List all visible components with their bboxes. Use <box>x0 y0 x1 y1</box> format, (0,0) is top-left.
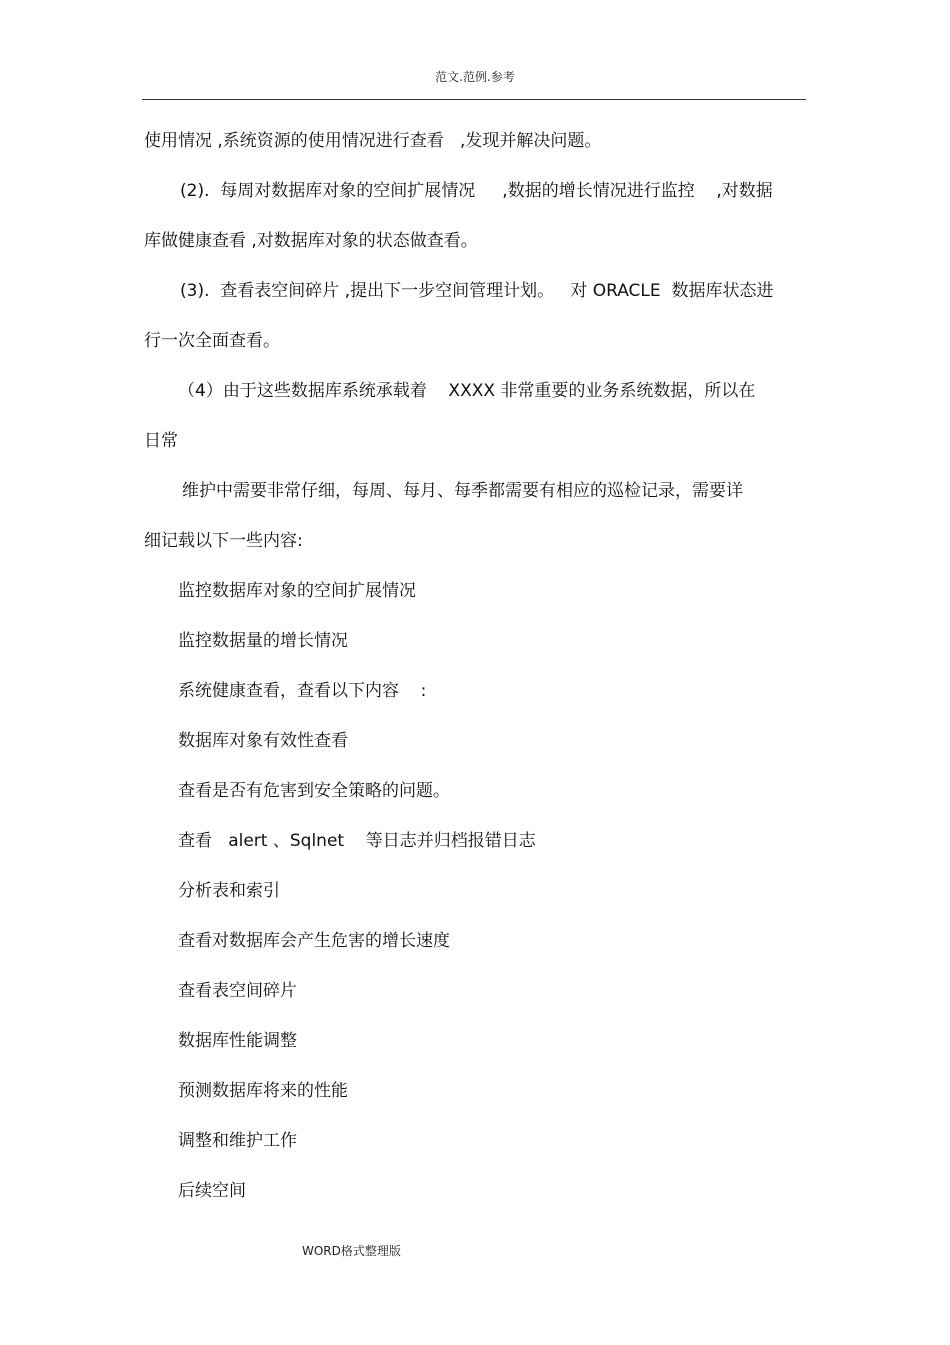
paragraph-line: 行一次全面查看。 <box>144 331 280 351</box>
paragraph-line: (3). 查看表空间碎片 ,提出下一步空间管理计划。 对 ORACLE 数据库状态进 <box>180 281 774 301</box>
paragraph-line: 日常 <box>144 431 178 451</box>
list-item: 数据库性能调整 <box>178 1031 297 1051</box>
page-header: 范文.范例.参考 <box>435 70 515 84</box>
list-item: 系统健康查看，查看以下内容 : <box>178 681 427 701</box>
list-item: 查看是否有危害到安全策略的问题。 <box>178 781 450 801</box>
list-item: 预测数据库将来的性能 <box>178 1081 348 1101</box>
list-item: 调整和维护工作 <box>178 1131 297 1151</box>
paragraph-line: 使用情况 ,系统资源的使用情况进行查看 ,发现并解决问题。 <box>144 131 602 151</box>
paragraph-line: 细记载以下一些内容: <box>144 531 303 551</box>
list-item: 查看表空间碎片 <box>178 981 297 1001</box>
list-item: 查看对数据库会产生危害的增长速度 <box>178 931 450 951</box>
list-item: 监控数据库对象的空间扩展情况 <box>178 581 416 601</box>
paragraph-line: 维护中需要非常仔细，每周、每月、每季都需要有相应的巡检记录，需要详 <box>182 481 743 501</box>
page-footer: WORD格式整理版 <box>302 1244 401 1258</box>
list-item: 监控数据量的增长情况 <box>178 631 348 651</box>
paragraph-line: 库做健康查看 ,对数据库对象的状态做查看。 <box>144 231 478 251</box>
list-item: 数据库对象有效性查看 <box>178 731 348 751</box>
paragraph-line: (2). 每周对数据库对象的空间扩展情况 ,数据的增长情况进行监控 ,对数据 <box>180 181 773 201</box>
paragraph-line: （4）由于这些数据库系统承载着 XXXX 非常重要的业务系统数据，所以在 <box>178 381 756 401</box>
header-divider <box>142 99 806 100</box>
list-item: 后续空间 <box>178 1181 246 1201</box>
list-item: 分析表和索引 <box>178 881 280 901</box>
list-item: 查看 alert 、Sqlnet 等日志并归档报错日志 <box>178 831 536 851</box>
